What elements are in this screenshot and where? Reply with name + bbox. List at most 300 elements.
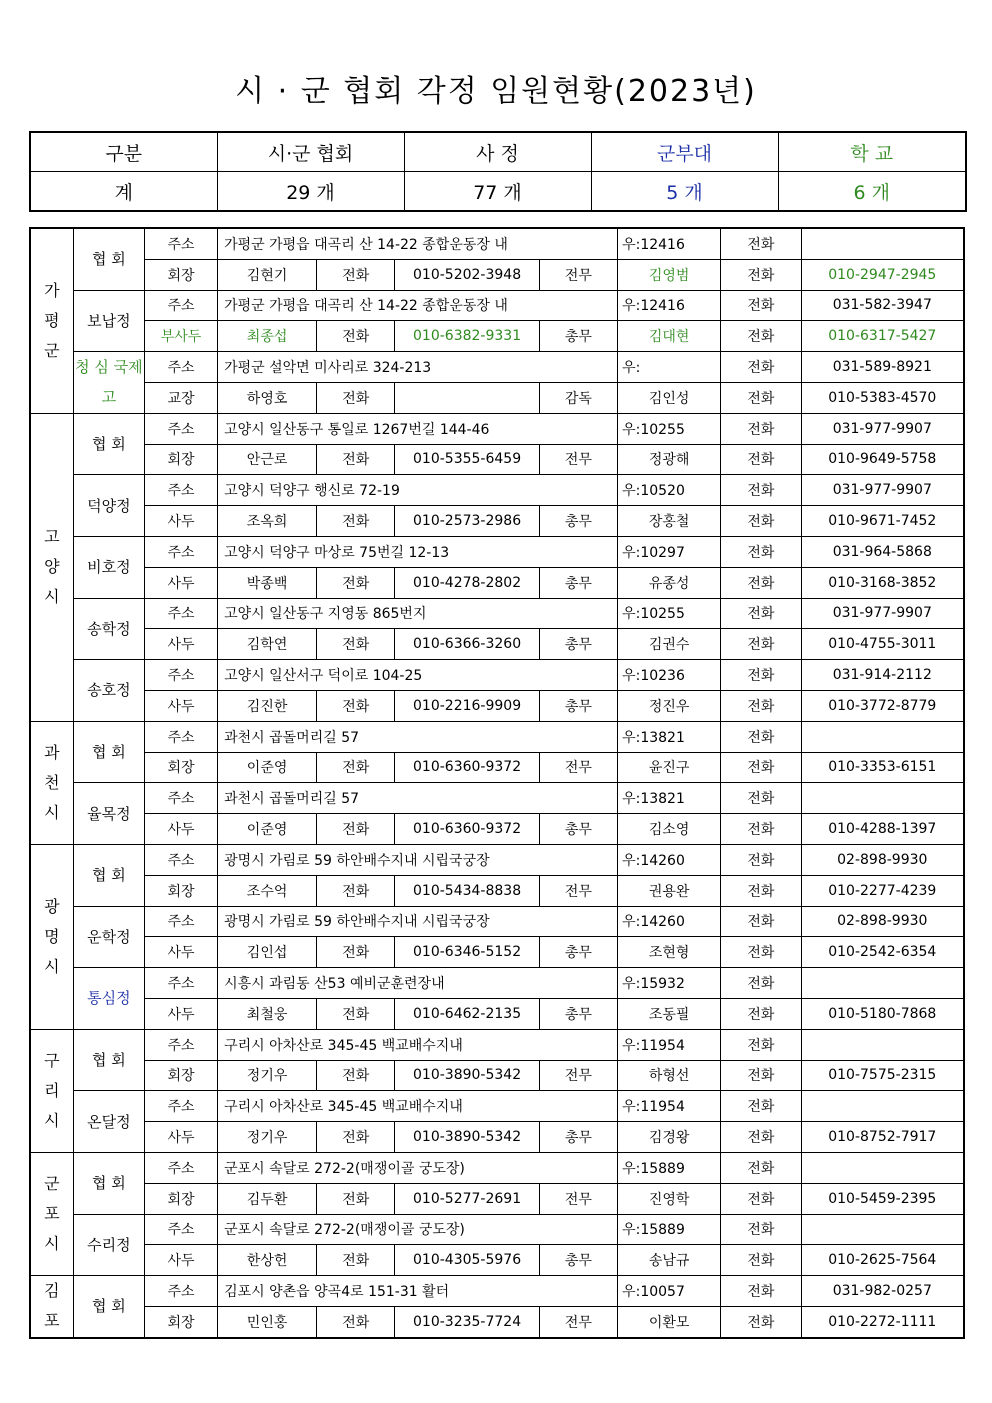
address-row [30, 906, 964, 937]
officer-name: 민인홍 [218, 1306, 317, 1337]
address: 고양시 일산서구 덕이로 104-25 [218, 660, 618, 691]
phone-label: 전화 [721, 875, 801, 906]
phone-label: 전화 [721, 598, 801, 629]
org-name: 온달정 [73, 1091, 144, 1153]
officer-phone: 010-8752-7917 [801, 1122, 964, 1153]
officer-role: 사두 [144, 1122, 217, 1153]
officer-phone: 010-5355-6459 [395, 444, 539, 475]
org-phone: 031-914-2112 [801, 660, 964, 691]
address-row [30, 721, 964, 752]
phone-label: 전화 [721, 352, 801, 383]
zip-code: 우:10236 [618, 660, 721, 691]
officer-name: 조수억 [218, 875, 317, 906]
address-label: 주소 [144, 783, 217, 814]
region-name: 군 포 시 [30, 1152, 73, 1275]
phone-label: 전화 [721, 783, 801, 814]
org-name: 청 심 국제고 [73, 352, 144, 414]
phone-label: 전화 [721, 937, 801, 968]
phone-label: 전화 [317, 1306, 395, 1337]
address: 가평군 가평읍 대곡리 산 14-22 종합운동장 내 [218, 228, 618, 259]
officer-phone: 010-9671-7452 [801, 506, 964, 537]
officer-name: 한상헌 [218, 1245, 317, 1276]
address-row [30, 783, 964, 814]
address: 가평군 설악면 미사리로 324-213 [218, 352, 618, 383]
summary-value-row [30, 172, 966, 212]
phone-label: 전화 [721, 413, 801, 444]
officer-row [30, 1122, 964, 1153]
address-row [30, 413, 964, 444]
officer-name: 김두환 [218, 1183, 317, 1214]
phone-label: 전화 [317, 259, 395, 290]
phone-label: 전화 [721, 1091, 801, 1122]
phone-label: 전화 [721, 536, 801, 567]
officer-name: 김영범 [618, 259, 721, 290]
address: 과천시 곱돌머리길 57 [218, 783, 618, 814]
officer-phone: 010-5180-7868 [801, 998, 964, 1029]
officer-name: 하영호 [218, 382, 317, 413]
address-row [30, 1276, 964, 1307]
officer-row [30, 1245, 964, 1276]
org-phone: 031-589-8921 [801, 352, 964, 383]
officer-phone: 010-6346-5152 [395, 937, 539, 968]
zip-code: 우:10520 [618, 475, 721, 506]
officer-name: 유종성 [618, 567, 721, 598]
phone-label: 전화 [721, 321, 801, 352]
officer-phone: 010-6360-9372 [395, 752, 539, 783]
officer-name: 하형선 [618, 1060, 721, 1091]
summary-value: 77 개 [404, 172, 591, 212]
officer-name: 진영학 [618, 1183, 721, 1214]
summary-value: 5 개 [591, 172, 778, 212]
officer-role: 전무 [539, 259, 617, 290]
org-phone: 02-898-9930 [801, 844, 964, 875]
address: 과천시 곱돌머리길 57 [218, 721, 618, 752]
officer-phone: 010-6317-5427 [801, 321, 964, 352]
officer-phone: 010-4305-5976 [395, 1245, 539, 1276]
officer-phone: 010-7575-2315 [801, 1060, 964, 1091]
officer-name: 조옥희 [218, 506, 317, 537]
address-row [30, 598, 964, 629]
officer-role: 총무 [539, 321, 617, 352]
address-label: 주소 [144, 906, 217, 937]
officer-phone: 010-4755-3011 [801, 629, 964, 660]
phone-label: 전화 [721, 968, 801, 999]
officer-role: 회장 [144, 1306, 217, 1337]
officer-role: 총무 [539, 937, 617, 968]
officer-name: 송남규 [618, 1245, 721, 1276]
officer-phone: 010-3168-3852 [801, 567, 964, 598]
org-name: 협 회 [73, 721, 144, 783]
officer-row [30, 998, 964, 1029]
officer-role: 총무 [539, 690, 617, 721]
officer-row [30, 321, 964, 352]
address-row [30, 1214, 964, 1245]
address-row [30, 844, 964, 875]
zip-code: 우:15889 [618, 1214, 721, 1245]
org-name: 운학정 [73, 906, 144, 968]
phone-label: 전화 [721, 228, 801, 259]
officer-name: 안근로 [218, 444, 317, 475]
officer-role: 사두 [144, 629, 217, 660]
officer-name: 조동필 [618, 998, 721, 1029]
officer-row [30, 567, 964, 598]
officer-name: 정기우 [218, 1122, 317, 1153]
summary-value: 29 개 [217, 172, 404, 212]
org-phone [801, 228, 964, 259]
officer-phone: 010-9649-5758 [801, 444, 964, 475]
address: 시흥시 과림동 산53 예비군훈련장내 [218, 968, 618, 999]
officer-phone: 010-2542-6354 [801, 937, 964, 968]
officer-role: 전무 [539, 1306, 617, 1337]
org-name: 보납정 [73, 290, 144, 352]
org-phone: 031-964-5868 [801, 536, 964, 567]
address-label: 주소 [144, 536, 217, 567]
officer-phone: 010-3353-6151 [801, 752, 964, 783]
phone-label: 전화 [317, 567, 395, 598]
officer-role: 총무 [539, 998, 617, 1029]
address-label: 주소 [144, 844, 217, 875]
address: 김포시 양촌읍 양곡4로 151-31 활터 [218, 1276, 618, 1307]
officer-name: 김권수 [618, 629, 721, 660]
officer-row [30, 382, 964, 413]
zip-code: 우:14260 [618, 844, 721, 875]
officer-role: 총무 [539, 814, 617, 845]
phone-label: 전화 [721, 1122, 801, 1153]
officer-role: 총무 [539, 1122, 617, 1153]
phone-label: 전화 [721, 475, 801, 506]
officer-role: 회장 [144, 1183, 217, 1214]
org-phone: 031-977-9907 [801, 475, 964, 506]
address-label: 주소 [144, 1276, 217, 1307]
address: 군포시 속달로 272-2(매쟁이골 궁도장) [218, 1152, 618, 1183]
phone-label: 전화 [317, 629, 395, 660]
address: 고양시 일산동구 지영동 865번지 [218, 598, 618, 629]
officer-phone: 010-3890-5342 [395, 1060, 539, 1091]
phone-label: 전화 [721, 382, 801, 413]
officer-name: 김학연 [218, 629, 317, 660]
officer-phone: 010-3890-5342 [395, 1122, 539, 1153]
address-row [30, 290, 964, 321]
summary-value: 계 [30, 172, 217, 212]
summary-header-row [30, 132, 966, 172]
officer-name: 최종섭 [218, 321, 317, 352]
officer-row [30, 629, 964, 660]
org-phone: 031-982-0257 [801, 1276, 964, 1307]
officer-name: 정광해 [618, 444, 721, 475]
address-row [30, 228, 964, 259]
zip-code: 우:10057 [618, 1276, 721, 1307]
phone-label: 전화 [721, 844, 801, 875]
officer-name: 장홍철 [618, 506, 721, 537]
officer-role: 총무 [539, 506, 617, 537]
phone-label: 전화 [317, 814, 395, 845]
officer-name: 박종백 [218, 567, 317, 598]
officer-role: 전무 [539, 875, 617, 906]
summary-header: 사 정 [404, 132, 591, 172]
phone-label: 전화 [317, 1122, 395, 1153]
phone-label: 전화 [721, 290, 801, 321]
org-phone: 031-582-3947 [801, 290, 964, 321]
org-phone [801, 968, 964, 999]
officer-row [30, 1306, 964, 1337]
officer-phone: 010-5277-2691 [395, 1183, 539, 1214]
phone-label: 전화 [317, 1060, 395, 1091]
phone-label: 전화 [317, 1245, 395, 1276]
org-name: 협 회 [73, 844, 144, 906]
phone-label: 전화 [317, 875, 395, 906]
officer-name: 최철웅 [218, 998, 317, 1029]
address-label: 주소 [144, 1152, 217, 1183]
officer-role: 사두 [144, 1245, 217, 1276]
region-name: 구 리 시 [30, 1029, 73, 1152]
phone-label: 전화 [721, 1183, 801, 1214]
officer-role: 전무 [539, 444, 617, 475]
officer-name: 김현기 [218, 259, 317, 290]
officer-name: 김대현 [618, 321, 721, 352]
phone-label: 전화 [721, 444, 801, 475]
officer-name: 권용완 [618, 875, 721, 906]
phone-label: 전화 [317, 382, 395, 413]
phone-label: 전화 [721, 1214, 801, 1245]
org-name: 수리정 [73, 1214, 144, 1276]
zip-code: 우:15889 [618, 1152, 721, 1183]
phone-label: 전화 [721, 660, 801, 691]
org-name: 협 회 [73, 1276, 144, 1338]
officer-row [30, 690, 964, 721]
zip-code: 우:12416 [618, 228, 721, 259]
page-title: 시 · 군 협회 각정 임원현황(2023년) [235, 74, 757, 109]
summary-header: 구분 [30, 132, 217, 172]
officer-name: 김인섭 [218, 937, 317, 968]
officer-phone: 010-6366-3260 [395, 629, 539, 660]
org-name: 율목정 [73, 783, 144, 845]
officer-role: 사두 [144, 506, 217, 537]
org-name: 비호정 [73, 536, 144, 598]
officer-row [30, 875, 964, 906]
address-row [30, 536, 964, 567]
region-name: 김 포 [30, 1276, 73, 1338]
summary-value: 6 개 [778, 172, 966, 212]
address-label: 주소 [144, 352, 217, 383]
org-phone: 031-977-9907 [801, 413, 964, 444]
officer-role: 회장 [144, 1060, 217, 1091]
officer-name: 김경왕 [618, 1122, 721, 1153]
address-row [30, 1029, 964, 1060]
address-row [30, 968, 964, 999]
address: 고양시 일산동구 통일로 1267번길 144-46 [218, 413, 618, 444]
address-label: 주소 [144, 475, 217, 506]
officer-row [30, 752, 964, 783]
zip-code: 우:10255 [618, 598, 721, 629]
phone-label: 전화 [317, 752, 395, 783]
officer-phone: 010-5459-2395 [801, 1183, 964, 1214]
org-name: 협 회 [73, 228, 144, 290]
org-name: 송호정 [73, 660, 144, 722]
phone-label: 전화 [317, 506, 395, 537]
officer-row [30, 814, 964, 845]
address: 광명시 가림로 59 하안배수지내 시립국궁장 [218, 906, 618, 937]
officer-phone: 010-4278-2802 [395, 567, 539, 598]
phone-label: 전화 [721, 998, 801, 1029]
officer-role: 교장 [144, 382, 217, 413]
officer-phone: 010-2947-2945 [801, 259, 964, 290]
address-label: 주소 [144, 598, 217, 629]
phone-label: 전화 [317, 321, 395, 352]
zip-code: 우:10297 [618, 536, 721, 567]
officer-row [30, 937, 964, 968]
zip-code: 우: [618, 352, 721, 383]
officers-table [29, 227, 965, 1339]
officer-name: 정기우 [218, 1060, 317, 1091]
phone-label: 전화 [721, 814, 801, 845]
region-name: 광 명 시 [30, 844, 73, 1029]
officer-role: 회장 [144, 444, 217, 475]
region-name: 과 천 시 [30, 721, 73, 844]
phone-label: 전화 [317, 998, 395, 1029]
org-name: 송학정 [73, 598, 144, 660]
officer-name: 윤진구 [618, 752, 721, 783]
region-name: 고 양 시 [30, 413, 73, 721]
phone-label: 전화 [721, 567, 801, 598]
officer-phone: 010-4288-1397 [801, 814, 964, 845]
officer-role: 사두 [144, 998, 217, 1029]
org-phone [801, 1091, 964, 1122]
address-label: 주소 [144, 1029, 217, 1060]
address: 광명시 가림로 59 하안배수지내 시립국궁장 [218, 844, 618, 875]
org-phone [801, 721, 964, 752]
zip-code: 우:12416 [618, 290, 721, 321]
officer-row [30, 1060, 964, 1091]
address: 고양시 덕양구 마상로 75번길 12-13 [218, 536, 618, 567]
address-label: 주소 [144, 228, 217, 259]
phone-label: 전화 [317, 690, 395, 721]
org-name: 협 회 [73, 1029, 144, 1091]
zip-code: 우:15932 [618, 968, 721, 999]
phone-label: 전화 [721, 1276, 801, 1307]
officer-row [30, 506, 964, 537]
officer-role: 사두 [144, 937, 217, 968]
officer-phone: 010-6462-2135 [395, 998, 539, 1029]
officer-row [30, 444, 964, 475]
address: 군포시 속달로 272-2(매쟁이골 궁도장) [218, 1214, 618, 1245]
officer-role: 회장 [144, 752, 217, 783]
region-name: 가 평 군 [30, 228, 73, 413]
officer-name: 이준영 [218, 752, 317, 783]
officer-name: 이환모 [618, 1306, 721, 1337]
officer-role: 전무 [539, 1183, 617, 1214]
zip-code: 우:13821 [618, 721, 721, 752]
summary-header: 학 교 [778, 132, 966, 172]
officer-role: 전무 [539, 752, 617, 783]
org-phone [801, 783, 964, 814]
org-phone [801, 1029, 964, 1060]
officer-phone: 010-2272-1111 [801, 1306, 964, 1337]
officer-name: 조현형 [618, 937, 721, 968]
officer-name: 김소영 [618, 814, 721, 845]
officer-phone: 010-2573-2986 [395, 506, 539, 537]
officer-phone: 010-6360-9372 [395, 814, 539, 845]
officer-role: 회장 [144, 875, 217, 906]
phone-label: 전화 [721, 1060, 801, 1091]
address-label: 주소 [144, 1091, 217, 1122]
officer-role: 총무 [539, 629, 617, 660]
officer-phone: 010-3772-8779 [801, 690, 964, 721]
zip-code: 우:14260 [618, 906, 721, 937]
phone-label: 전화 [721, 906, 801, 937]
officer-role: 사두 [144, 690, 217, 721]
officer-role: 총무 [539, 567, 617, 598]
officer-name: 김인성 [618, 382, 721, 413]
address-label: 주소 [144, 721, 217, 752]
officer-role: 부사두 [144, 321, 217, 352]
org-name: 협 회 [73, 413, 144, 475]
officer-row [30, 1183, 964, 1214]
zip-code: 우:10255 [618, 413, 721, 444]
phone-label: 전화 [317, 444, 395, 475]
org-name: 통심정 [73, 968, 144, 1030]
officer-phone: 010-3235-7724 [395, 1306, 539, 1337]
officer-phone: 010-2216-9909 [395, 690, 539, 721]
officer-name: 김진한 [218, 690, 317, 721]
phone-label: 전화 [721, 629, 801, 660]
address-row [30, 475, 964, 506]
phone-label: 전화 [721, 1245, 801, 1276]
officer-name: 정진우 [618, 690, 721, 721]
officer-row [30, 259, 964, 290]
officer-role: 감독 [539, 382, 617, 413]
address-row [30, 352, 964, 383]
org-phone [801, 1152, 964, 1183]
phone-label: 전화 [721, 690, 801, 721]
summary-table [29, 131, 967, 212]
officer-role: 회장 [144, 259, 217, 290]
summary-header: 군부대 [591, 132, 778, 172]
zip-code: 우:11954 [618, 1091, 721, 1122]
address: 구리시 아차산로 345-45 백교배수지내 [218, 1091, 618, 1122]
phone-label: 전화 [721, 752, 801, 783]
phone-label: 전화 [721, 721, 801, 752]
address: 구리시 아차산로 345-45 백교배수지내 [218, 1029, 618, 1060]
zip-code: 우:11954 [618, 1029, 721, 1060]
org-phone: 031-977-9907 [801, 598, 964, 629]
officer-role: 전무 [539, 1060, 617, 1091]
phone-label: 전화 [721, 259, 801, 290]
org-phone: 02-898-9930 [801, 906, 964, 937]
officer-phone: 010-2277-4239 [801, 875, 964, 906]
officer-phone [395, 382, 539, 413]
org-phone [801, 1214, 964, 1245]
officer-phone: 010-2625-7564 [801, 1245, 964, 1276]
phone-label: 전화 [721, 1029, 801, 1060]
phone-label: 전화 [317, 937, 395, 968]
officer-name: 이준영 [218, 814, 317, 845]
officer-role: 사두 [144, 814, 217, 845]
address: 가평군 가평읍 대곡리 산 14-22 종합운동장 내 [218, 290, 618, 321]
phone-label: 전화 [721, 1152, 801, 1183]
officer-role: 총무 [539, 1245, 617, 1276]
address-label: 주소 [144, 660, 217, 691]
phone-label: 전화 [721, 1306, 801, 1337]
phone-label: 전화 [317, 1183, 395, 1214]
address: 고양시 덕양구 행신로 72-19 [218, 475, 618, 506]
address-row [30, 1091, 964, 1122]
org-name: 덕양정 [73, 475, 144, 537]
officer-phone: 010-5434-8838 [395, 875, 539, 906]
address-label: 주소 [144, 290, 217, 321]
address-label: 주소 [144, 413, 217, 444]
address-row [30, 1152, 964, 1183]
officer-role: 사두 [144, 567, 217, 598]
